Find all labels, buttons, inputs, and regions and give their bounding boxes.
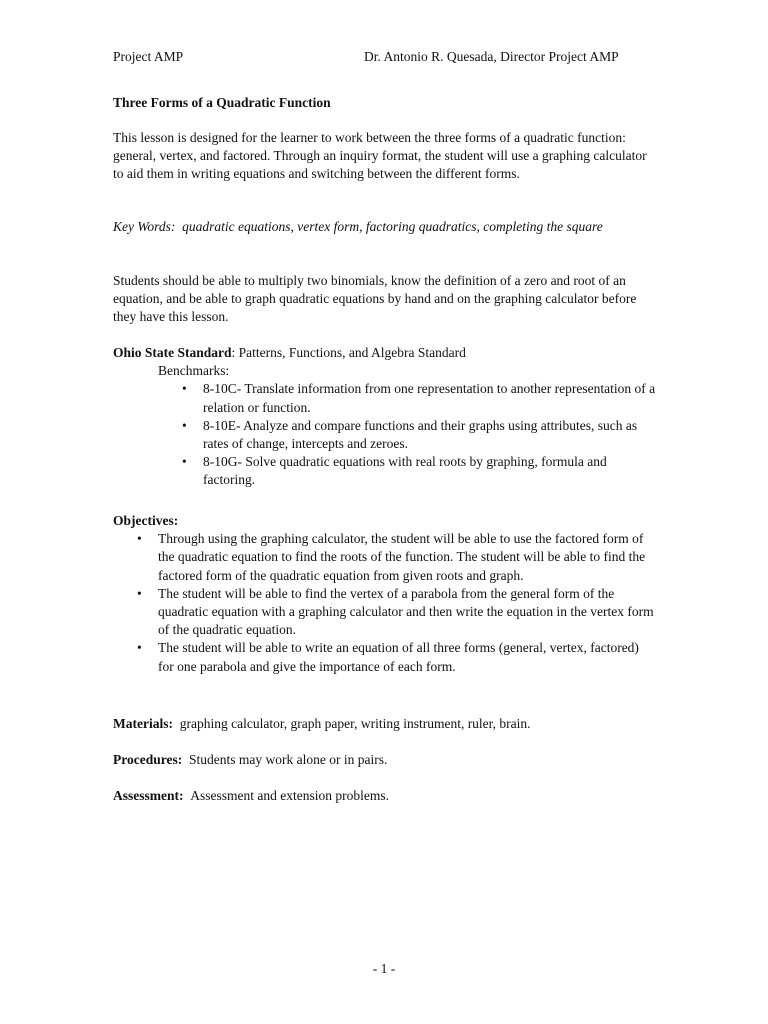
procedures-label: Procedures: [113, 752, 183, 767]
standard-line [113, 344, 658, 362]
materials-text: graphing calculator, graph paper, writing instrument, ruler, brain. [179, 716, 531, 731]
bullet-icon: • [182, 454, 187, 470]
header-right: Dr. Antonio R. Quesada, Director Project AMP [364, 49, 619, 64]
page-title: Three Forms of a Quadratic Function [113, 95, 331, 110]
bullet-icon: • [137, 585, 142, 601]
key-words [113, 218, 658, 236]
key-words-label: Key Words: [113, 219, 176, 234]
objectives-heading [113, 512, 658, 530]
materials-section [113, 715, 658, 733]
procedures-section [113, 751, 658, 769]
standard-section [113, 344, 658, 490]
intro-paragraph [113, 129, 658, 184]
bullet-icon: • [182, 417, 187, 433]
standard-text: : Patterns, Functions, and Algebra Standard [231, 345, 466, 360]
prerequisites-text: Students should be able to multiply two binomials, know the definition of a zero and root of an equation, and be able to graph quadratic equations by hand and on the graphing calculator before they have this lesson. [113, 273, 637, 325]
materials-line [113, 715, 658, 733]
benchmark-item [182, 453, 658, 489]
header-left: Project AMP [113, 49, 184, 64]
standard-label: Ohio State Standard [113, 345, 232, 360]
objective-text: The student will be able to find the vertex of a parabola from the general form of the quadratic equation with a graphing calculator and then write the equation in the vertex form of the quadratic equation. [158, 585, 654, 638]
assessment-label: Assessment: [113, 788, 184, 803]
objective-text: Through using the graphing calculator, the student will be able to use the factored form of the quadratic equation to find the roots of the function. The student will be able to find the factored form of the quadratic equation from given roots and graph. [158, 531, 646, 583]
assessment-section [113, 787, 658, 805]
materials-label: Materials: [113, 716, 173, 731]
objective-item [137, 585, 658, 640]
page-number: - 1 - [372, 961, 396, 976]
benchmark-item [182, 380, 658, 416]
objective-item [137, 530, 658, 585]
objective-item [137, 639, 658, 675]
benchmark-text: 8-10E- Analyze and compare functions and their graphs using attributes, such as rates of change, intercepts and zeroes. [203, 417, 638, 452]
benchmarks-label: Benchmarks: [158, 363, 230, 379]
key-words-paragraph [113, 218, 658, 236]
bullet-icon: • [182, 381, 187, 397]
assessment-text: Assessment and extension problems. [190, 788, 389, 803]
objectives-list [113, 530, 658, 676]
bullet-icon: • [137, 640, 142, 656]
key-words-text: quadratic equations, vertex form, factoring quadratics, completing the square [182, 219, 603, 234]
benchmark-text: 8-10G- Solve quadratic equations with real roots by graphing, formula and factoring. [203, 454, 607, 488]
intro-text: This lesson is designed for the learner to work between the three forms of a quadratic function: general, vertex, and factored. Through an inquiry format, the student will use a graphing calculator to aid them in writing equations and switching between the different forms. [113, 130, 647, 182]
procedures-line [113, 751, 658, 769]
objectives-section [113, 512, 658, 676]
bullet-icon: • [137, 531, 142, 547]
benchmarks-list [113, 380, 658, 489]
objective-text: The student will be able to write an equation of all three forms (general, vertex, factored) for one parabola and give the importance of each form. [158, 640, 639, 674]
assessment-line [113, 787, 658, 805]
prerequisites [113, 272, 658, 327]
objectives-label: Objectives: [113, 513, 179, 528]
procedures-text: Students may work alone or in pairs. [188, 752, 388, 767]
benchmark-item [182, 417, 658, 453]
benchmark-text: 8-10C- Translate information from one representation to another representation of a relation or function. [203, 381, 656, 415]
